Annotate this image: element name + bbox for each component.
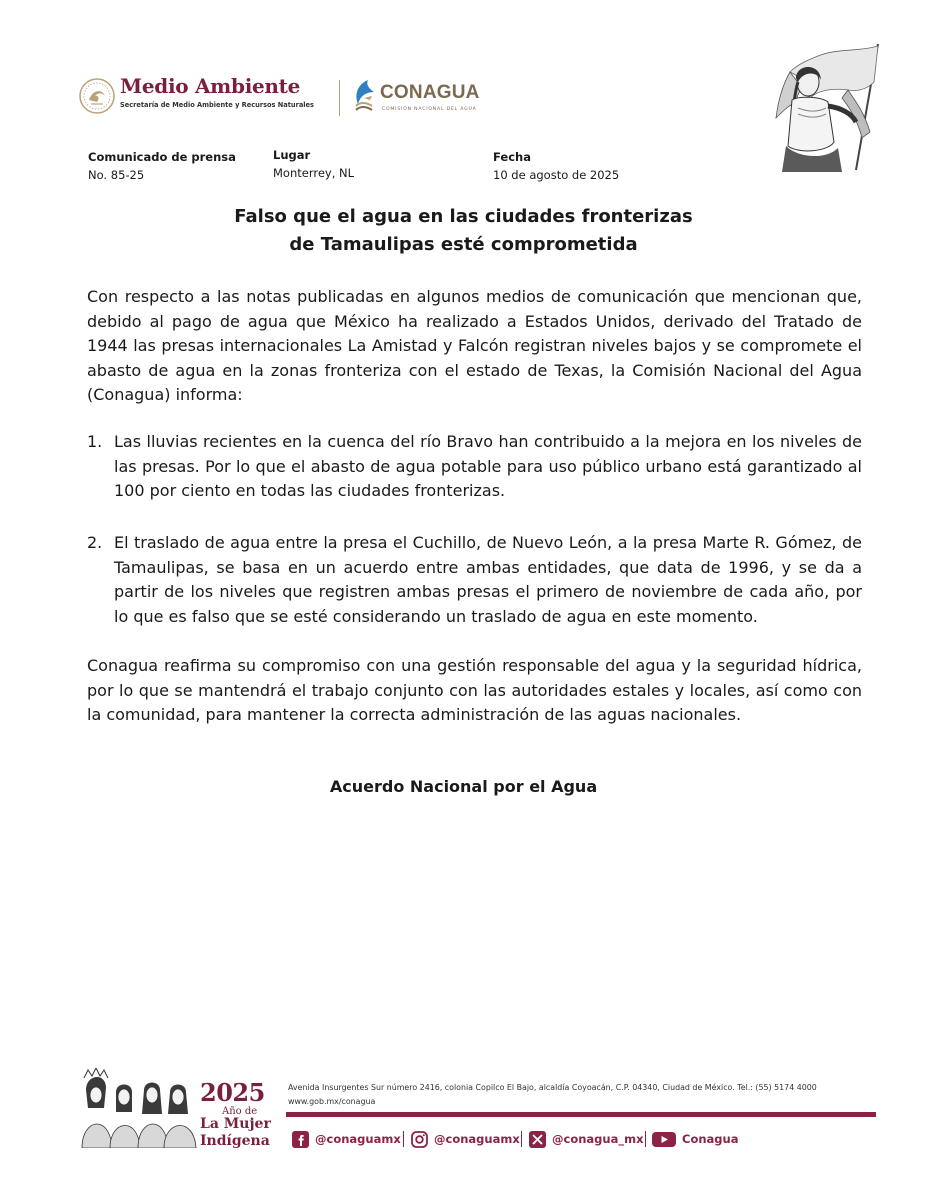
footer-divider bbox=[286, 1112, 876, 1117]
list-item-text: El traslado de agua entre la presa el Cuchillo, de Nuevo León, a la presa Marte R. Gómez, de Tamaulipas, se basa en un acuerdo entre ambas entidades, que data de 1996, y se da a partir de los niveles que registren ambas presas el primero de noviembre de cada año, por lo que es falso que se esté considerando un traslado de agua en este momento. bbox=[114, 533, 862, 626]
social-handle: @conaguamx bbox=[434, 1132, 520, 1146]
press-release-title bbox=[120, 203, 807, 259]
year-of-indigenous-woman-logo bbox=[200, 1078, 278, 1148]
conagua-emblem-icon bbox=[350, 76, 380, 114]
ministry-subtitle: Secretaría de Medio Ambiente y Recursos Naturales bbox=[120, 101, 314, 109]
instagram-icon bbox=[411, 1131, 428, 1148]
title-line-1: Falso que el agua en las ciudades fronterizas bbox=[234, 206, 693, 227]
year-line-3: Indígena bbox=[200, 1133, 270, 1149]
ministry-name: Medio Ambiente bbox=[120, 74, 301, 98]
youtube-icon bbox=[652, 1131, 676, 1148]
conagua-logo bbox=[350, 74, 500, 120]
social-x[interactable] bbox=[529, 1129, 644, 1149]
release-number: No. 85-25 bbox=[88, 168, 145, 182]
footer-address: Avenida Insurgentes Sur número 2416, colonia Copilco El Bajo, alcaldía Coyoacán, C.P. 04340, Ciudad de México. Tel.: (55) 5174 4000 bbox=[288, 1083, 817, 1092]
social-handle: @conaguamx bbox=[315, 1132, 401, 1146]
conclusion-paragraph: Conagua reafirma su compromiso con una gestión responsable del agua y la seguridad hídrica, por lo que se mantendrá el trabajo conjunto con las autoridades estales y locales, así como con la comunidad, para mantener la correcta administración de las aguas nacionales. bbox=[87, 656, 862, 724]
year-line-1: Año de bbox=[222, 1106, 258, 1117]
year-line-2: La Mujer bbox=[200, 1116, 271, 1132]
agency-name: CONAGUA bbox=[380, 82, 480, 103]
release-label: Comunicado de prensa bbox=[88, 150, 236, 164]
list-item-text: Las lluvias recientes en la cuenca del río Bravo han contribuido a la mejora en los niveles de las presas. Por lo que el abasto de agua potable para uso público urbano está garantizado al 100 por ciento en todas las ciudades fronterizas. bbox=[114, 432, 862, 500]
date-value: 10 de agosto de 2025 bbox=[493, 168, 620, 182]
national-emblem-icon bbox=[78, 76, 116, 116]
social-separator bbox=[645, 1131, 646, 1147]
year-number: 2025 bbox=[200, 1078, 265, 1107]
logo-divider bbox=[339, 80, 340, 116]
social-youtube[interactable] bbox=[652, 1129, 738, 1149]
facebook-icon bbox=[292, 1131, 309, 1148]
x-icon bbox=[529, 1131, 546, 1148]
agency-subtitle: COMISIÓN NACIONAL DEL AGUA bbox=[382, 107, 477, 112]
closing-slogan: Acuerdo Nacional por el Agua bbox=[329, 777, 598, 796]
place-value: Monterrey, NL bbox=[273, 166, 355, 180]
title-line-2: de Tamaulipas esté comprometida bbox=[289, 234, 638, 255]
footer-website[interactable]: www.gob.mx/conagua bbox=[288, 1097, 376, 1106]
social-handle: @conagua_mx bbox=[552, 1132, 644, 1146]
social-facebook[interactable] bbox=[292, 1129, 401, 1149]
intro-paragraph: Con respecto a las notas publicadas en algunos medios de comunicación que mencionan que, debido al pago de agua que México ha realizado a Estados Unidos, derivado del Tratado de 1944 las presas internacionales La Amistad y Falcón registran niveles bajos y se compromete el abasto de agua en la zonas fronteriza con el estado de Texas, la Comisión Nacional del Agua (Conagua) informa: bbox=[87, 287, 862, 404]
footer-contact bbox=[288, 1081, 888, 1109]
social-separator bbox=[521, 1131, 522, 1147]
indigenous-women-illustration bbox=[78, 1068, 200, 1148]
place-label: Lugar bbox=[273, 148, 311, 162]
list-item-number: 1. bbox=[87, 432, 103, 451]
date-label: Fecha bbox=[493, 150, 531, 164]
social-separator bbox=[403, 1131, 404, 1147]
social-handle: Conagua bbox=[682, 1132, 739, 1146]
list-item-number: 2. bbox=[87, 533, 103, 552]
social-instagram[interactable] bbox=[411, 1129, 520, 1149]
woman-with-flag-illustration bbox=[738, 42, 888, 172]
medio-ambiente-logo bbox=[78, 74, 328, 120]
